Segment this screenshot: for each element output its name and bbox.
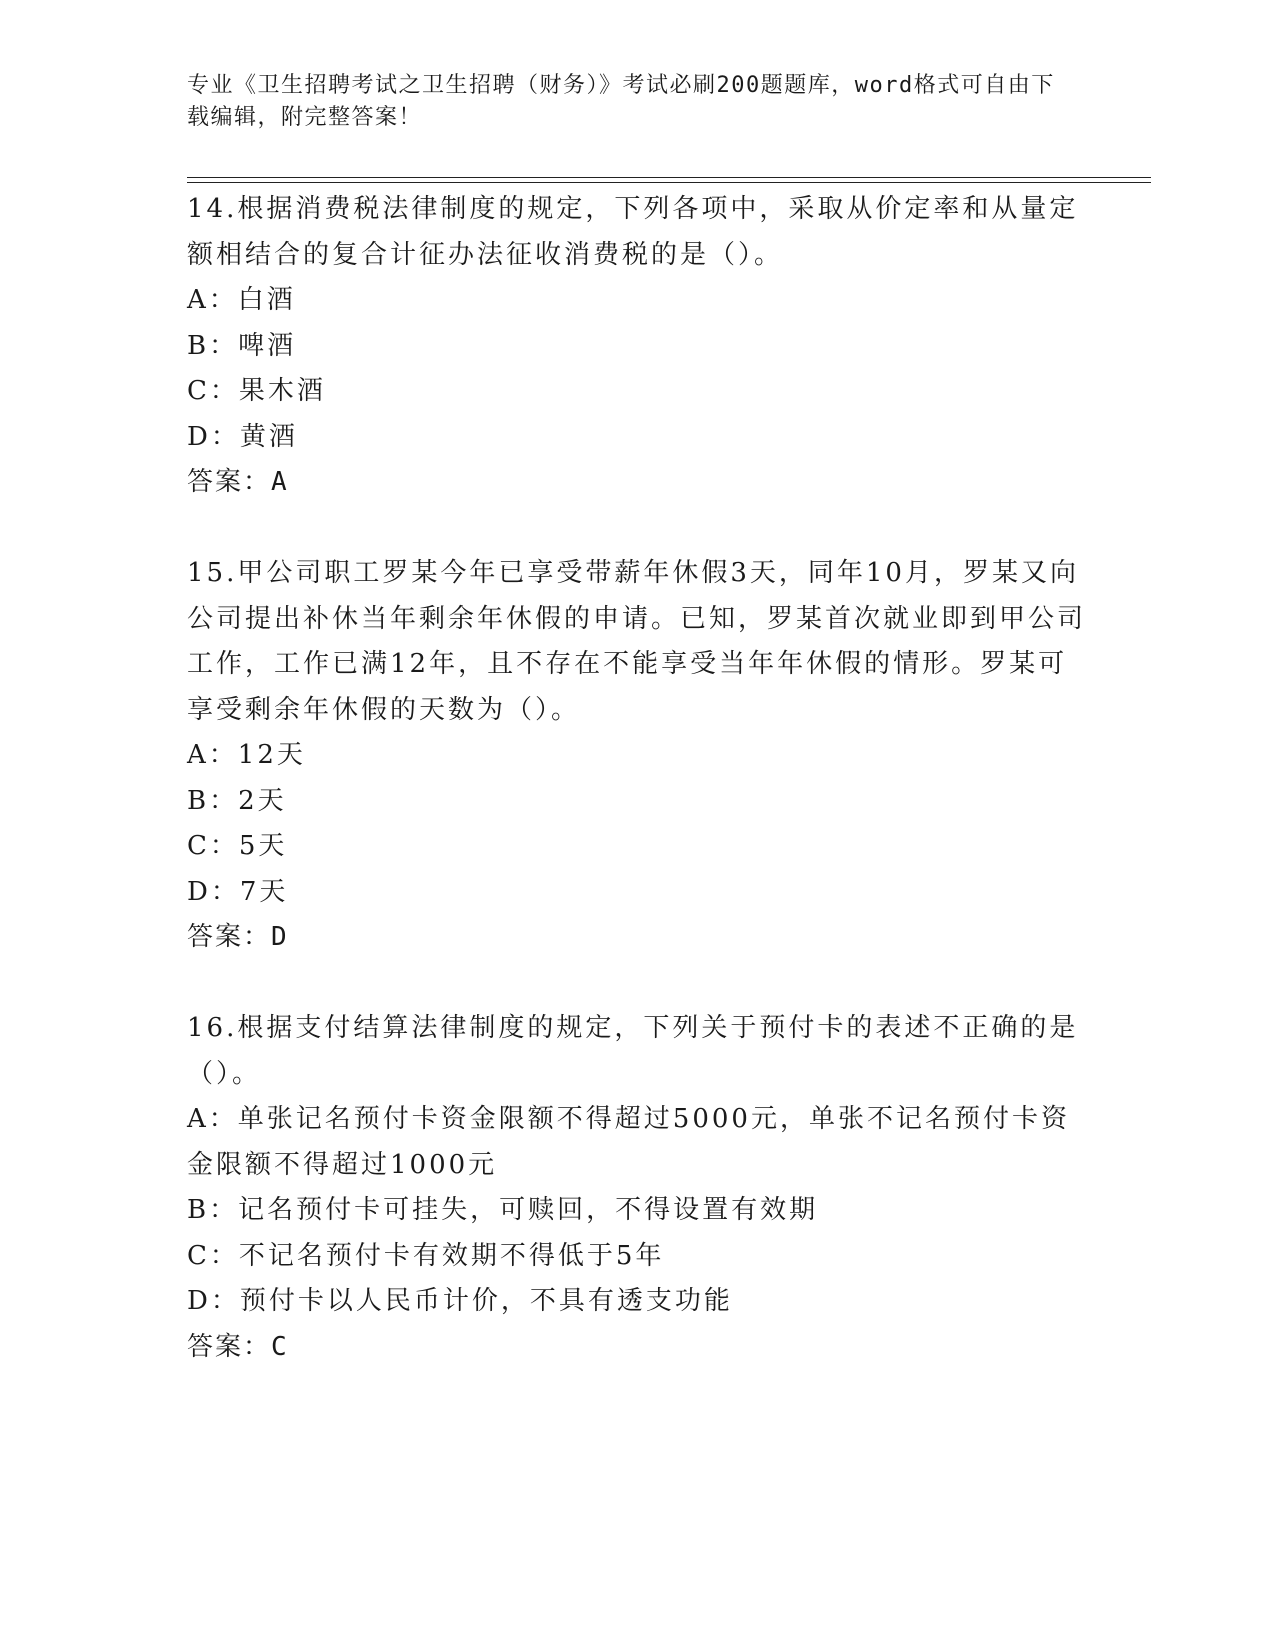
question-stem: 14.根据消费税法律制度的规定，下列各项中，采取从价定率和从量定额相结合的复合计征办法征收消费税的是（）。 bbox=[187, 194, 1079, 270]
option-c: C：果木酒 bbox=[187, 376, 326, 406]
document-header: 专业《卫生招聘考试之卫生招聘（财务）》考试必刷200题题库，word格式可自由下载编辑，附完整答案！ bbox=[187, 73, 1055, 130]
answer: 答案：A bbox=[187, 467, 289, 497]
option-c: C：5天 bbox=[187, 831, 288, 861]
question-16 bbox=[187, 1006, 1087, 1370]
question-gap bbox=[187, 506, 1087, 552]
option-b: B：记名预付卡可挂失，可赎回，不得设置有效期 bbox=[187, 1195, 819, 1225]
question-14 bbox=[187, 187, 1087, 506]
header-divider-top bbox=[187, 177, 1151, 178]
option-a: A：白酒 bbox=[187, 285, 296, 315]
option-a: A：12天 bbox=[187, 740, 306, 770]
question-gap bbox=[187, 961, 1087, 1007]
header-divider-bottom bbox=[187, 182, 1151, 183]
option-b: B：2天 bbox=[187, 785, 287, 816]
option-a: A：单张记名预付卡资金限额不得超过5000元，单张不记名预付卡资金限额不得超过1000元 bbox=[187, 1104, 1070, 1180]
question-15 bbox=[187, 551, 1087, 961]
question-list bbox=[187, 187, 1087, 1370]
question-stem: 16.根据支付结算法律制度的规定，下列关于预付卡的表述不正确的是（）。 bbox=[187, 1013, 1079, 1089]
option-d: D：预付卡以人民币计价，不具有透支功能 bbox=[187, 1286, 733, 1316]
answer: 答案：D bbox=[187, 922, 289, 952]
option-c: C：不记名预付卡有效期不得低于5年 bbox=[187, 1240, 665, 1271]
option-d: D：黄酒 bbox=[187, 421, 298, 452]
option-b: B：啤酒 bbox=[187, 330, 297, 361]
option-d: D：7天 bbox=[187, 876, 289, 907]
answer: 答案：C bbox=[187, 1331, 289, 1362]
question-stem: 15.甲公司职工罗某今年已享受带薪年休假3天，同年10月，罗某又向公司提出补休当年剩余年休假的申请。已知，罗某首次就业即到甲公司工作，工作已满12年，且不存在不能享受当年年休假的情形。罗某可享受剩余年休假的天数为（）。 bbox=[187, 558, 1087, 725]
